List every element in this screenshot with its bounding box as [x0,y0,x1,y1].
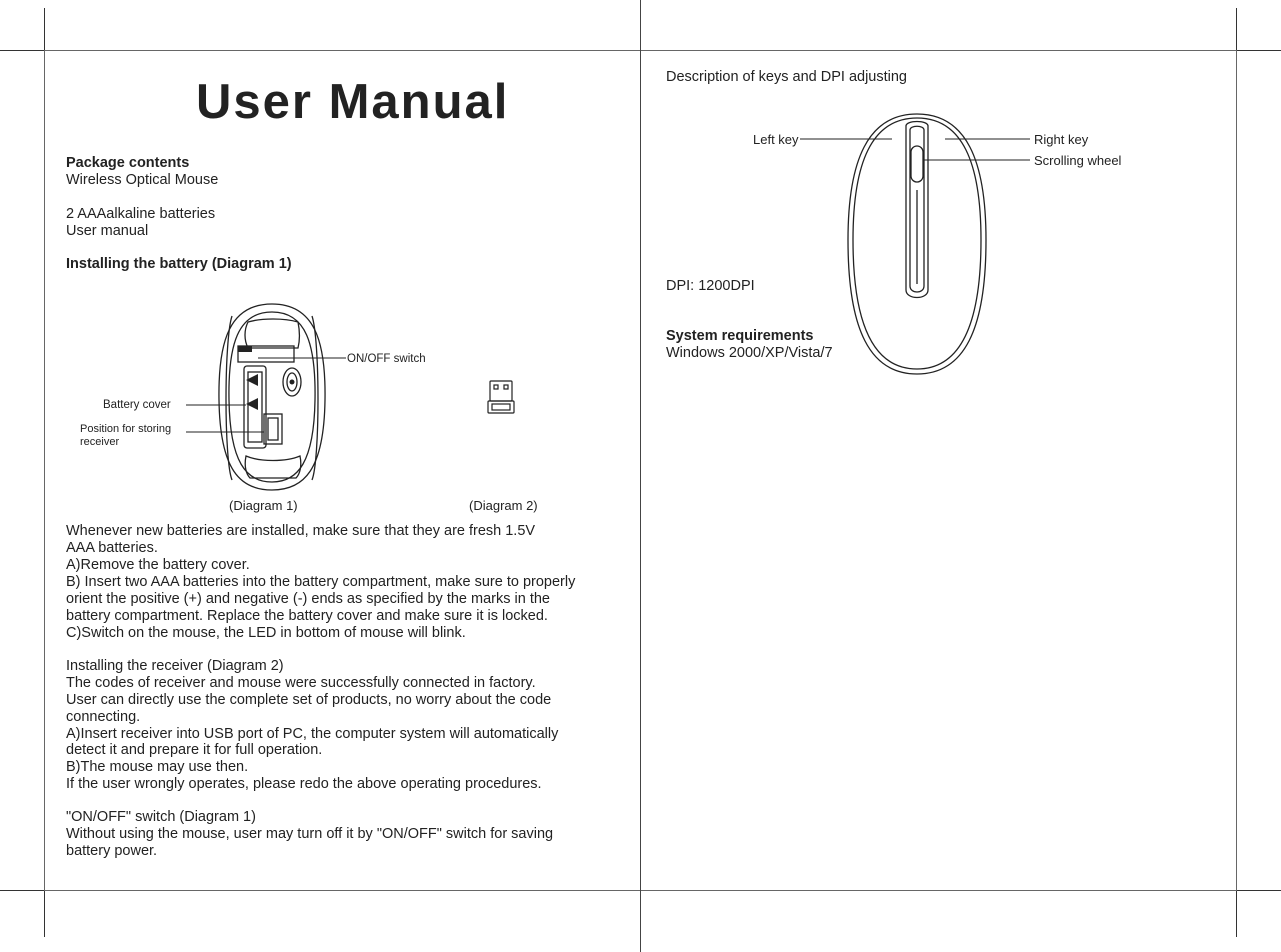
battery-paragraph-line: A)Remove the battery cover. [66,557,250,573]
diagram2-caption: (Diagram 2) [469,498,538,513]
package-heading: Package contents [66,155,190,171]
system-requirements-value: Windows 2000/XP/Vista/7 [666,345,833,361]
receiver-paragraph-line: User can directly use the complete set of products, no worry about the code [66,692,552,708]
package-item: Wireless Optical Mouse [66,172,219,188]
scroll-wheel-label: Scrolling wheel [1034,153,1122,168]
page-title: User Manual [196,75,510,129]
switch-paragraph-line: Without using the mouse, user may turn off it by "ON/OFF" switch for saving [66,826,554,842]
receiver-paragraph-line: connecting. [66,709,141,725]
on-off-switch-label: ON/OFF switch [347,353,426,365]
right-key-label: Right key [1034,132,1089,147]
battery-paragraph-line: C)Switch on the mouse, the LED in bottom of mouse will blink. [66,625,466,641]
receiver-paragraph-line: The codes of receiver and mouse were successfully connected in factory. [66,675,536,691]
battery-paragraph-line: B) Insert two AAA batteries into the battery compartment, make sure to properly [66,574,576,590]
receiver-paragraph-line: If the user wrongly operates, please redo the above operating procedures. [66,776,542,792]
battery-cover-label: Battery cover [103,399,171,411]
receiver-paragraph-line: Installing the receiver (Diagram 2) [66,658,284,674]
diagram1-caption: (Diagram 1) [229,498,298,513]
dpi-value: DPI: 1200DPI [666,278,755,294]
left-key-label: Left key [753,132,799,147]
switch-paragraph-line: "ON/OFF" switch (Diagram 1) [66,809,256,825]
switch-paragraph-line: battery power. [66,843,158,859]
battery-paragraph-line: battery compartment. Replace the battery cover and make sure it is locked. [66,608,548,624]
storing-receiver-label: receiver [80,436,120,448]
system-requirements-heading: System requirements [666,328,814,344]
receiver-paragraph-line: A)Insert receiver into USB port of PC, the computer system will automatically [66,726,559,742]
receiver-paragraph-line: detect it and prepare it for full operation. [66,742,323,758]
package-item: User manual [66,223,149,239]
battery-paragraph-line: AAA batteries. [66,540,158,556]
storing-receiver-label: Position for storing [80,423,172,435]
battery-paragraph-line: Whenever new batteries are installed, make sure that they are fresh 1.5V [66,523,536,539]
battery-heading: Installing the battery (Diagram 1) [66,256,292,272]
package-item: 2 AAAalkaline batteries [66,206,216,222]
battery-paragraph-line: orient the positive (+) and negative (-) ends as specified by the marks in the [66,591,550,607]
receiver-paragraph-line: B)The mouse may use then. [66,759,249,775]
keys-heading: Description of keys and DPI adjusting [666,69,907,85]
